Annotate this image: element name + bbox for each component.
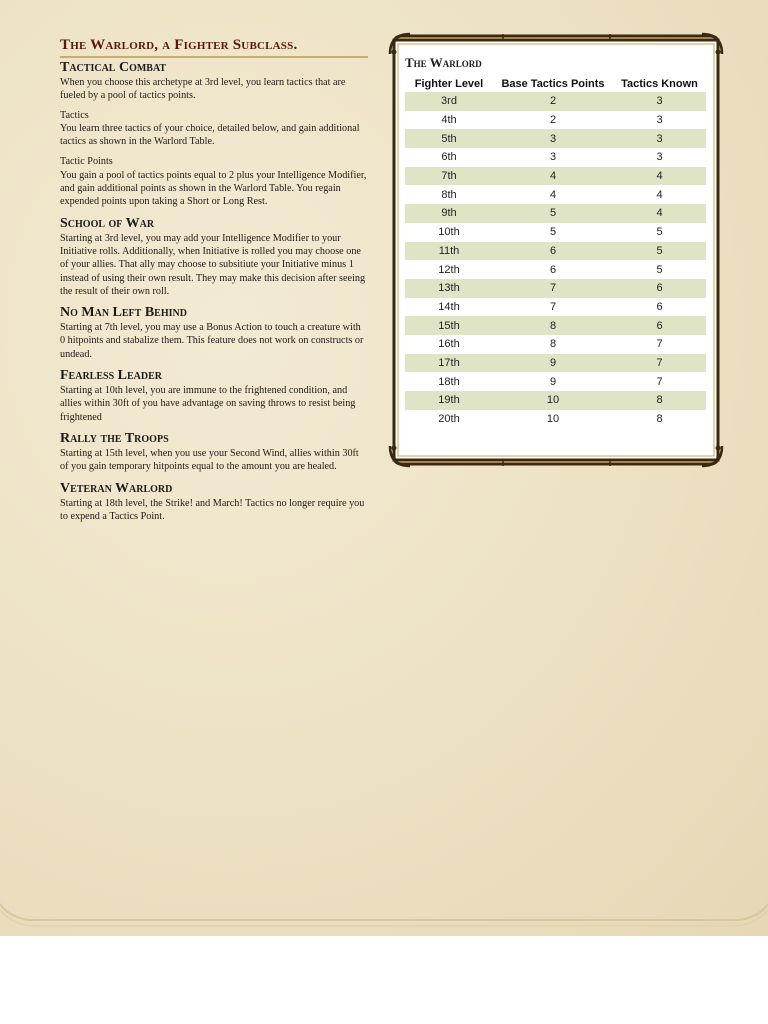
- heading-tactical-combat: Tactical Combat: [60, 60, 167, 75]
- table-row: [405, 354, 706, 373]
- cell-base-tactics-points: 6: [493, 242, 613, 261]
- cell-tactics-known: 8: [656, 413, 663, 426]
- cell-base-tactics-points: 7: [549, 300, 557, 313]
- cell-fighter-level: 9th: [405, 204, 493, 223]
- cell-fighter-level: 19th: [405, 391, 493, 410]
- table-row: [405, 372, 706, 391]
- cell-base-tactics-points: 10: [546, 413, 560, 426]
- warlord-table-body: [405, 92, 706, 428]
- table-row: [405, 391, 706, 410]
- cell-fighter-level: 7th: [405, 167, 493, 186]
- tactic-points-label: Tactic Points: [60, 156, 113, 168]
- cell-base-tactics-points: 6: [549, 263, 557, 276]
- table-row: [405, 316, 706, 335]
- table-row: [405, 223, 706, 242]
- cell-tactics-known: 3: [613, 92, 706, 111]
- page-bottom-flourish: [0, 896, 768, 936]
- cell-fighter-level: 10th: [438, 226, 460, 239]
- cell-fighter-level: 12th: [438, 263, 460, 276]
- cell-base-tactics-points: 2: [493, 92, 613, 111]
- cell-base-tactics-points: 8: [493, 316, 613, 335]
- tactics-text: You learn three tactics of your choice, detailed below, and gain additional tactics as shown in the Warlord Table.: [60, 122, 360, 148]
- cell-base-tactics-points: 3: [549, 151, 557, 164]
- cell-fighter-level: 15th: [405, 316, 493, 335]
- cell-fighter-level: 6th: [441, 151, 457, 164]
- cell-fighter-level: 14th: [438, 300, 460, 313]
- cell-tactics-known: 8: [613, 391, 706, 410]
- cell-base-tactics-points: 5: [549, 226, 557, 239]
- cell-base-tactics-points: 5: [493, 204, 613, 223]
- no-man-left-behind-text: Starting at 7th level, you may use a Bonus Action to touch a creature with 0 hitpoints and stabalize them. This feature does not work on constructs or undead.: [60, 322, 364, 360]
- heading-fearless-leader: Fearless Leader: [60, 368, 162, 384]
- tactic-points-text: You gain a pool of tactics points equal to 2 plus your Intelligence Modifier, and gain additional points as shown in the Warlord Table. You regain expended points upon taking a Short or Long Rest.: [60, 169, 367, 208]
- warlord-table-panel: [400, 54, 710, 428]
- school-of-war-text: Starting at 3rd level, you may add your Intelligence Modifier to your Initiative rolls. Additionally, when Initiative is rolled you may choose one of your allies. That ally may choose to subsitiute your Initiative minus 1 instead of using their own result. They may make this decision after seeing the result of their own roll.: [60, 232, 366, 297]
- cell-base-tactics-points: 8: [549, 338, 557, 351]
- heading-school-of-war: School of War: [60, 215, 155, 231]
- heading-rally-the-troops: Rally the Troops: [60, 430, 169, 446]
- cell-base-tactics-points: 4: [493, 167, 613, 186]
- cell-tactics-known: 6: [613, 316, 706, 335]
- table-row: [405, 204, 706, 223]
- table-row: [405, 279, 706, 298]
- cell-fighter-level: 5th: [405, 129, 493, 148]
- page-title: The Warlord, a Fighter Subclass.: [60, 34, 368, 58]
- tactical-combat-intro: When you choose this archetype at 3rd level, you learn tactics that are fueled by a pool of tactics points.: [60, 77, 346, 102]
- cell-fighter-level: 4th: [441, 114, 457, 127]
- cell-tactics-known: 7: [656, 375, 663, 388]
- table-row: [405, 148, 706, 167]
- cell-base-tactics-points: 10: [493, 391, 613, 410]
- heading-no-man-left-behind: No Man Left Behind: [60, 305, 187, 321]
- cell-tactics-known: 4: [656, 188, 663, 201]
- table-row: [405, 242, 706, 261]
- cell-fighter-level: 18th: [438, 375, 460, 388]
- table-row: [405, 410, 706, 429]
- cell-tactics-known: 7: [613, 354, 706, 373]
- table-row: [405, 260, 706, 279]
- cell-tactics-known: 4: [613, 167, 706, 186]
- cell-fighter-level: 3rd: [405, 92, 493, 111]
- table-row: [405, 167, 706, 186]
- table-title: The Warlord: [405, 55, 482, 70]
- cell-tactics-known: 5: [656, 226, 663, 239]
- table-row: [405, 335, 706, 354]
- header-base-tactics-points: Base Tactics Points: [501, 77, 605, 90]
- veteran-warlord-text: Starting at 18th level, the Strike! and March! Tactics no longer require you to expend a Tactics Point.: [60, 497, 365, 522]
- table-row: [405, 111, 706, 130]
- table-header-row: [405, 75, 706, 92]
- cell-tactics-known: 5: [613, 242, 706, 261]
- cell-base-tactics-points: 3: [493, 129, 613, 148]
- warlord-table-frame: [388, 32, 724, 468]
- table-row: [405, 92, 706, 111]
- cell-base-tactics-points: 4: [549, 188, 557, 201]
- cell-base-tactics-points: 9: [493, 354, 613, 373]
- table-row: [405, 298, 706, 317]
- cell-tactics-known: 3: [656, 151, 663, 164]
- fearless-leader-text: Starting at 10th level, you are immune to the frightened condition, and allies within 30ft of you have advantage on saving throws to resist being frightened: [60, 385, 356, 423]
- cell-base-tactics-points: 7: [493, 279, 613, 298]
- cell-fighter-level: 8th: [441, 188, 457, 201]
- cell-fighter-level: 11th: [405, 242, 493, 261]
- cell-tactics-known: 5: [656, 263, 663, 276]
- cell-fighter-level: 20th: [438, 413, 460, 426]
- warlord-table: [405, 75, 706, 428]
- cell-tactics-known: 6: [613, 279, 706, 298]
- tactics-label: Tactics: [60, 109, 89, 121]
- cell-tactics-known: 4: [613, 204, 706, 223]
- cell-fighter-level: 17th: [405, 354, 493, 373]
- cell-base-tactics-points: 9: [549, 375, 557, 388]
- table-row: [405, 129, 706, 148]
- header-tactics-known: Tactics Known: [621, 77, 698, 90]
- cell-base-tactics-points: 2: [549, 114, 557, 127]
- rally-the-troops-text: Starting at 15th level, when you use your Second Wind, allies within 30ft of you gain temporary hitpoints equal to the amount you are healed.: [60, 447, 359, 473]
- cell-fighter-level: 16th: [438, 338, 460, 351]
- table-row: [405, 185, 706, 204]
- cell-fighter-level: 13th: [405, 279, 493, 298]
- cell-tactics-known: 6: [656, 300, 663, 313]
- header-fighter-level: Fighter Level: [414, 77, 484, 90]
- cell-tactics-known: 3: [613, 129, 706, 148]
- cell-tactics-known: 7: [656, 338, 663, 351]
- heading-veteran-warlord: Veteran Warlord: [60, 480, 173, 496]
- left-column: [60, 34, 368, 523]
- cell-tactics-known: 3: [656, 114, 663, 127]
